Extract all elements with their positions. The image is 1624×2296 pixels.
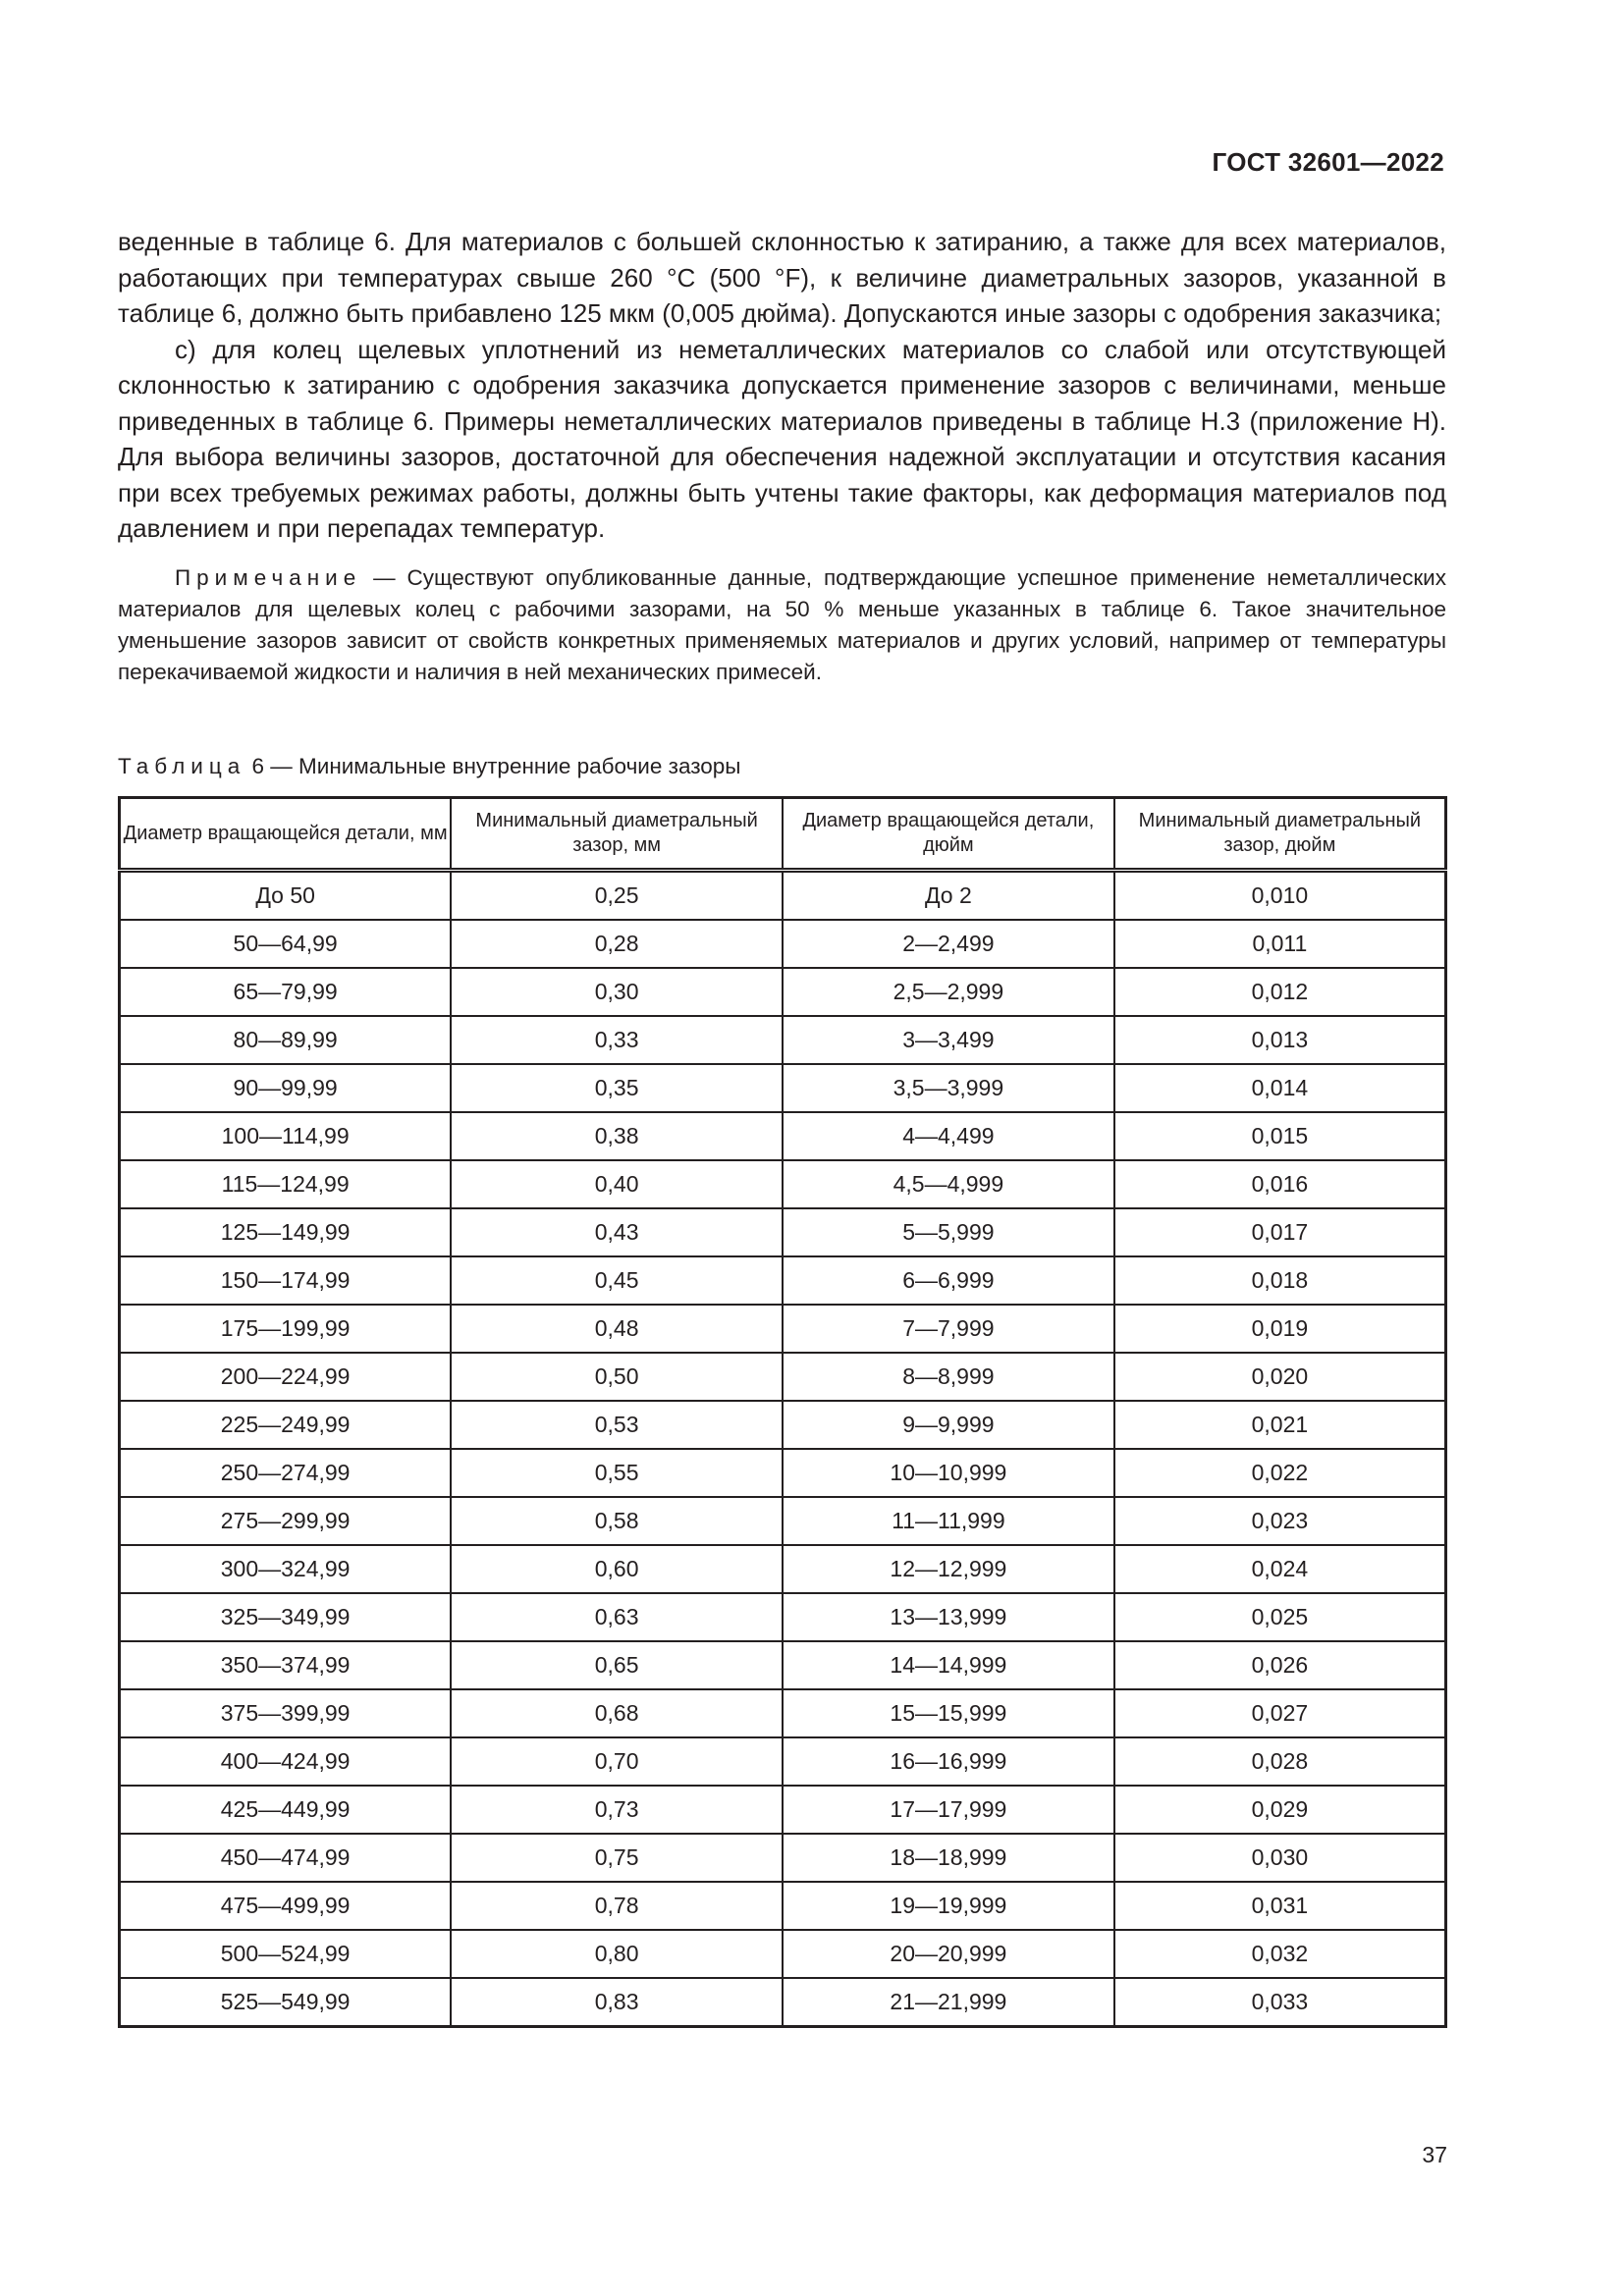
table-row [120, 1737, 1446, 1786]
cell-diameter-mm: 80—89,99 [120, 1016, 452, 1064]
cell-clearance-mm: 0,30 [451, 968, 783, 1016]
table-row [120, 1689, 1446, 1737]
cell-clearance-inch: 0,020 [1114, 1353, 1446, 1401]
cell-clearance-inch: 0,015 [1114, 1112, 1446, 1160]
cell-clearance-inch: 0,025 [1114, 1593, 1446, 1641]
cell-clearance-mm: 0,83 [451, 1978, 783, 2027]
header-clearance-inch: Минимальный диаметральный зазор, дюйм [1114, 798, 1446, 871]
table-row [120, 1401, 1446, 1449]
cell-clearance-mm: 0,50 [451, 1353, 783, 1401]
cell-diameter-inch: До 2 [783, 871, 1114, 921]
table-row [120, 1545, 1446, 1593]
table-header-row [120, 798, 1446, 871]
table-row [120, 1112, 1446, 1160]
table-row [120, 1641, 1446, 1689]
cell-clearance-mm: 0,78 [451, 1882, 783, 1930]
cell-diameter-inch: 18—18,999 [783, 1834, 1114, 1882]
table-caption-label: Таблица [118, 754, 246, 778]
cell-diameter-inch: 4—4,499 [783, 1112, 1114, 1160]
cell-diameter-mm: 375—399,99 [120, 1689, 452, 1737]
cell-diameter-inch: 12—12,999 [783, 1545, 1114, 1593]
cell-diameter-inch: 15—15,999 [783, 1689, 1114, 1737]
table-row [120, 1449, 1446, 1497]
table-row [120, 1208, 1446, 1256]
header-diameter-inch: Диаметр вращающейся детали, дюйм [783, 798, 1114, 871]
cell-diameter-inch: 2,5—2,999 [783, 968, 1114, 1016]
cell-diameter-inch: 13—13,999 [783, 1593, 1114, 1641]
cell-diameter-inch: 9—9,999 [783, 1401, 1114, 1449]
cell-clearance-mm: 0,60 [451, 1545, 783, 1593]
table-row [120, 1834, 1446, 1882]
table-row [120, 968, 1446, 1016]
cell-clearance-mm: 0,28 [451, 920, 783, 968]
note-paragraph [118, 562, 1446, 688]
cell-diameter-mm: 300—324,99 [120, 1545, 452, 1593]
cell-clearance-mm: 0,70 [451, 1737, 783, 1786]
cell-diameter-mm: 525—549,99 [120, 1978, 452, 2027]
cell-diameter-inch: 19—19,999 [783, 1882, 1114, 1930]
cell-diameter-mm: 350—374,99 [120, 1641, 452, 1689]
cell-diameter-mm: 200—224,99 [120, 1353, 452, 1401]
cell-diameter-inch: 14—14,999 [783, 1641, 1114, 1689]
cell-diameter-inch: 8—8,999 [783, 1353, 1114, 1401]
cell-clearance-mm: 0,40 [451, 1160, 783, 1208]
header-diameter-mm: Диаметр вращающейся детали, мм [120, 798, 452, 871]
table-row [120, 871, 1446, 921]
cell-diameter-inch: 7—7,999 [783, 1305, 1114, 1353]
cell-clearance-inch: 0,031 [1114, 1882, 1446, 1930]
table-row [120, 1305, 1446, 1353]
cell-diameter-mm: 115—124,99 [120, 1160, 452, 1208]
table-row [120, 1064, 1446, 1112]
cell-diameter-mm: 500—524,99 [120, 1930, 452, 1978]
table-row [120, 1497, 1446, 1545]
cell-diameter-mm: 90—99,99 [120, 1064, 452, 1112]
cell-clearance-inch: 0,018 [1114, 1256, 1446, 1305]
cell-diameter-mm: 275—299,99 [120, 1497, 452, 1545]
cell-clearance-inch: 0,032 [1114, 1930, 1446, 1978]
clearance-table [118, 796, 1447, 2028]
cell-clearance-inch: 0,028 [1114, 1737, 1446, 1786]
cell-clearance-mm: 0,75 [451, 1834, 783, 1882]
cell-clearance-mm: 0,45 [451, 1256, 783, 1305]
cell-clearance-inch: 0,014 [1114, 1064, 1446, 1112]
cell-clearance-mm: 0,65 [451, 1641, 783, 1689]
cell-diameter-inch: 4,5—4,999 [783, 1160, 1114, 1208]
body-text [118, 224, 1446, 688]
cell-diameter-mm: 325—349,99 [120, 1593, 452, 1641]
cell-clearance-inch: 0,019 [1114, 1305, 1446, 1353]
cell-diameter-mm: 175—199,99 [120, 1305, 452, 1353]
cell-clearance-inch: 0,012 [1114, 968, 1446, 1016]
cell-diameter-inch: 2—2,499 [783, 920, 1114, 968]
table-row [120, 1786, 1446, 1834]
cell-clearance-inch: 0,017 [1114, 1208, 1446, 1256]
table-row [120, 1593, 1446, 1641]
table-row [120, 1353, 1446, 1401]
note-text: — Существуют опубликованные данные, подтверждающие успешное применение неметаллических материалов для щелевых колец с рабочими зазорами, на 50 % меньше указанных в таблице 6. Такое значительное уменьшение зазоров зависит от свойств конкретных применяемых материалов и других условий, например от температуры перекачиваемой жидкости и наличия в ней механических примесей. [118, 564, 1446, 684]
table-caption [118, 754, 740, 779]
cell-diameter-mm: 475—499,99 [120, 1882, 452, 1930]
header-clearance-mm: Минимальный диаметральный зазор, мм [451, 798, 783, 871]
cell-clearance-inch: 0,023 [1114, 1497, 1446, 1545]
cell-clearance-inch: 0,030 [1114, 1834, 1446, 1882]
cell-diameter-inch: 11—11,999 [783, 1497, 1114, 1545]
cell-diameter-inch: 5—5,999 [783, 1208, 1114, 1256]
page-number: 37 [1422, 2142, 1447, 2167]
cell-clearance-mm: 0,80 [451, 1930, 783, 1978]
cell-diameter-mm: 425—449,99 [120, 1786, 452, 1834]
cell-clearance-mm: 0,63 [451, 1593, 783, 1641]
cell-clearance-mm: 0,48 [451, 1305, 783, 1353]
paragraph-continuation: веденные в таблице 6. Для материалов с большей склонностью к затиранию, а также для всех материалов, работающих при температурах свыше 260 °С (500 °F), к величине диаметральных зазоров, указанной в таблице 6, должно быть прибавлено 125 мкм (0,005 дюйма). Допускаются иные зазоры с одобрения заказчика; [118, 227, 1446, 328]
cell-clearance-inch: 0,010 [1114, 871, 1446, 921]
cell-diameter-inch: 3—3,499 [783, 1016, 1114, 1064]
cell-clearance-inch: 0,013 [1114, 1016, 1446, 1064]
table-caption-text: 6 — Минимальные внутренние рабочие зазоры [245, 754, 741, 778]
cell-diameter-inch: 21—21,999 [783, 1978, 1114, 2027]
document-id-header: ГОСТ 32601—2022 [1212, 147, 1444, 177]
cell-clearance-inch: 0,022 [1114, 1449, 1446, 1497]
cell-diameter-mm: 225—249,99 [120, 1401, 452, 1449]
table-row [120, 1930, 1446, 1978]
cell-diameter-mm: 400—424,99 [120, 1737, 452, 1786]
cell-clearance-mm: 0,35 [451, 1064, 783, 1112]
table-body [120, 871, 1446, 2027]
table-row [120, 1016, 1446, 1064]
cell-clearance-inch: 0,024 [1114, 1545, 1446, 1593]
table-row [120, 1882, 1446, 1930]
cell-clearance-mm: 0,73 [451, 1786, 783, 1834]
cell-diameter-mm: 50—64,99 [120, 920, 452, 968]
cell-diameter-inch: 10—10,999 [783, 1449, 1114, 1497]
cell-clearance-inch: 0,016 [1114, 1160, 1446, 1208]
cell-clearance-mm: 0,58 [451, 1497, 783, 1545]
cell-diameter-mm: 125—149,99 [120, 1208, 452, 1256]
paragraph-item-c: c) для колец щелевых уплотнений из неметаллических материалов со слабой или отсутствующей склонностью к затиранию с одобрения заказчика допускается применение зазоров с величинами, меньше приведенных в таблице 6. Примеры неметаллических материалов приведены в таблице Н.3 (приложение Н). Для выбора величины зазоров, достаточной для обеспечения надежной эксплуатации и отсутствия касания при всех требуемых режимах работы, должны быть учтены такие факторы, как деформация материалов под давлением и при перепадах температур. [118, 334, 1446, 543]
cell-diameter-inch: 6—6,999 [783, 1256, 1114, 1305]
cell-diameter-inch: 16—16,999 [783, 1737, 1114, 1786]
cell-diameter-mm: 65—79,99 [120, 968, 452, 1016]
cell-clearance-inch: 0,033 [1114, 1978, 1446, 2027]
note-label: Примечание [175, 564, 362, 590]
cell-clearance-mm: 0,25 [451, 871, 783, 921]
cell-clearance-inch: 0,011 [1114, 920, 1446, 968]
cell-clearance-inch: 0,029 [1114, 1786, 1446, 1834]
cell-clearance-mm: 0,43 [451, 1208, 783, 1256]
cell-clearance-mm: 0,55 [451, 1449, 783, 1497]
cell-diameter-inch: 17—17,999 [783, 1786, 1114, 1834]
cell-diameter-mm: 450—474,99 [120, 1834, 452, 1882]
cell-clearance-mm: 0,33 [451, 1016, 783, 1064]
table-row [120, 920, 1446, 968]
cell-diameter-mm: 250—274,99 [120, 1449, 452, 1497]
cell-diameter-mm: До 50 [120, 871, 452, 921]
cell-diameter-inch: 3,5—3,999 [783, 1064, 1114, 1112]
table-row [120, 1256, 1446, 1305]
table-row [120, 1160, 1446, 1208]
cell-diameter-mm: 100—114,99 [120, 1112, 452, 1160]
cell-diameter-inch: 20—20,999 [783, 1930, 1114, 1978]
cell-diameter-mm: 150—174,99 [120, 1256, 452, 1305]
cell-clearance-mm: 0,53 [451, 1401, 783, 1449]
cell-clearance-inch: 0,021 [1114, 1401, 1446, 1449]
table-row [120, 1978, 1446, 2027]
cell-clearance-inch: 0,026 [1114, 1641, 1446, 1689]
cell-clearance-mm: 0,38 [451, 1112, 783, 1160]
cell-clearance-mm: 0,68 [451, 1689, 783, 1737]
cell-clearance-inch: 0,027 [1114, 1689, 1446, 1737]
